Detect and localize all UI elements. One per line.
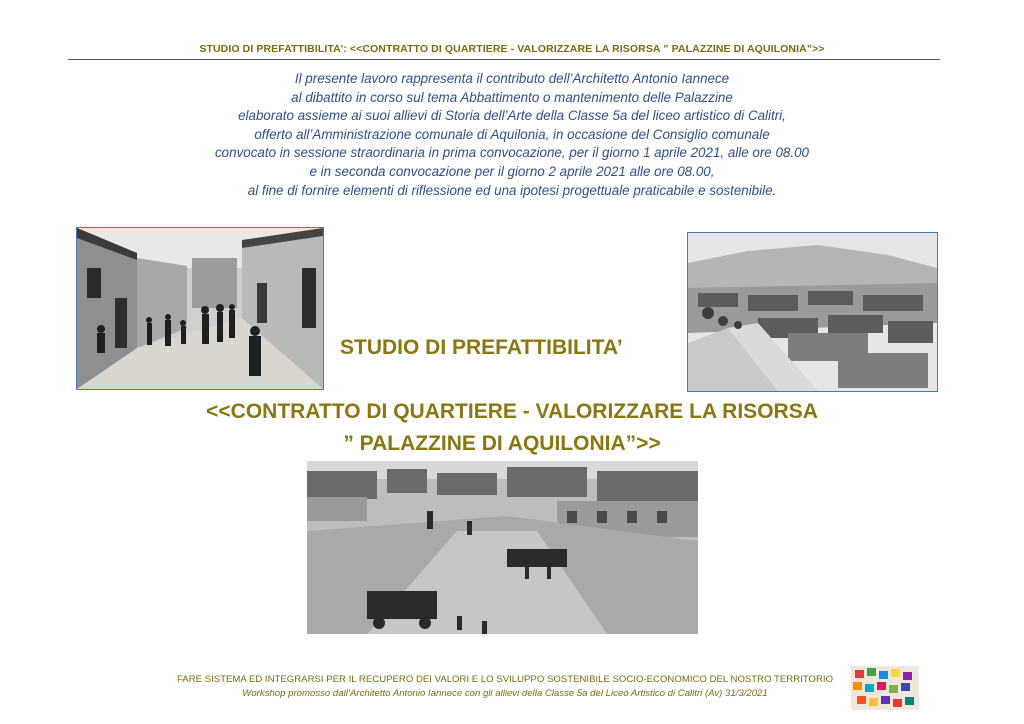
intro-line: al dibattito in corso sul tema Abbattimento o mantenimento delle Palazzine — [291, 89, 733, 105]
photo-street-people — [76, 227, 324, 390]
intro-line: offerto all’Amministrazione comunale di Aquilonia, in occasione del Consiglio comunale — [254, 126, 770, 142]
header-divider — [68, 59, 940, 60]
main-title: STUDIO DI PREFATTIBILITA’ — [340, 336, 623, 359]
photo-town-panorama — [687, 232, 938, 392]
intro-line: convocato in sessione straordinaria in prima convocazione, per il giorno 1 aprile 2021, alle ore 08.00 — [214, 145, 809, 161]
intro-line: e in seconda convocazione per il giorno 2 aprile 2021 alle ore 08.00, — [309, 163, 715, 179]
photo-village-carts — [307, 461, 698, 634]
intro-line: Il presente lavoro rappresenta il contributo dell’Architetto Antonio Iannece — [294, 71, 730, 86]
footer-tagline: FARE SISTEMA ED INTEGRARSI PER IL RECUPERO DEI VALORI E LO SVILUPPO SOSTENIBILE SOCIO-ECONOMICO DEL NOSTRO TERRITORIO — [176, 674, 834, 685]
subtitle-line-1: <<CONTRATTO DI QUARTIERE - VALORIZZARE LA RISORSA — [206, 400, 818, 423]
intro-line: elaborato assieme ai suoi allievi di Storia dell’Arte della Classe 5a del liceo artistico di Calitri, — [238, 108, 786, 124]
intro-paragraph — [0, 70, 1024, 200]
intro-line: al fine di fornire elementi di riflessione ed una ipotesi progettuale praticabile e sostenibile. — [247, 182, 777, 198]
header-title: STUDIO DI PREFATTIBILITA’: <<CONTRATTO DI QUARTIERE - VALORIZZARE LA RISORSA ” PALAZZINE DI AQUILONIA”>> — [199, 43, 825, 55]
footer-credits: Workshop promosso dall’Architetto Antonio Iannece con gli allievi della Classe 5a del Liceo Artistico di Calitri (Av) 31/3/2021 — [242, 688, 768, 699]
puzzle-logo-icon — [851, 666, 919, 710]
subtitle-line-2: ” PALAZZINE DI AQUILONIA”>> — [343, 432, 661, 455]
subtitle — [0, 396, 1024, 460]
